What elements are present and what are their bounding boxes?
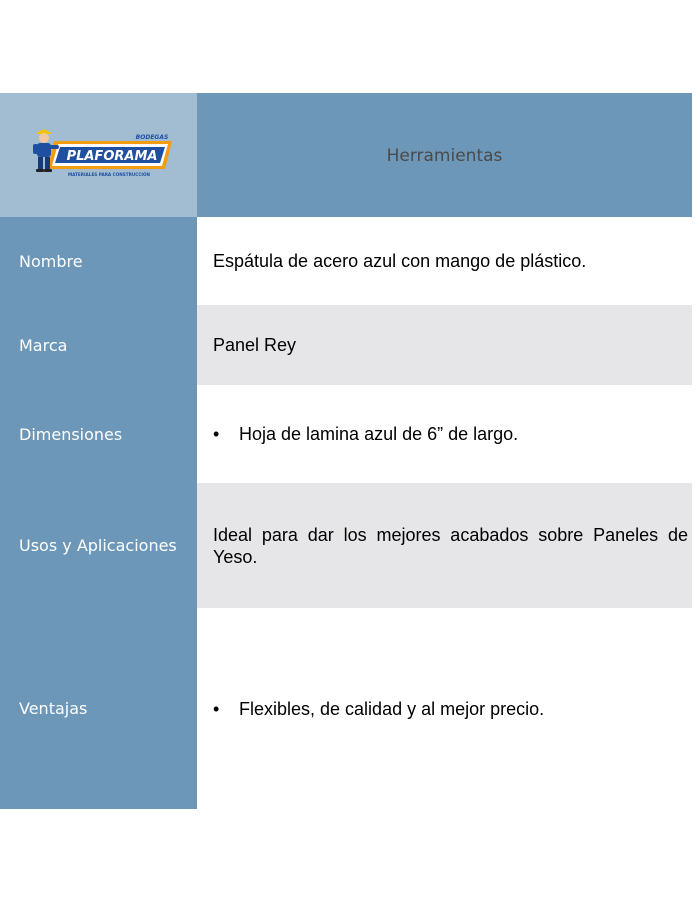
table-row-marca (0, 305, 692, 385)
row-value: Panel Rey (197, 305, 692, 385)
header-title-cell (197, 93, 692, 217)
table-row-ventajas (0, 608, 692, 809)
row-value: Espátula de acero azul con mango de plástico. (197, 217, 692, 305)
bullet-icon: • (213, 698, 220, 719)
list-item-text: Flexibles, de calidad y al mejor precio. (239, 698, 545, 719)
list-item (213, 423, 518, 445)
list-item (213, 698, 544, 720)
row-value (197, 385, 692, 483)
row-label: Marca (0, 305, 197, 385)
logo-top-text: BODEGAS (135, 134, 168, 141)
row-value: Ideal para dar los mejores acabados sobre Paneles de Yeso. (197, 483, 692, 608)
header-row (0, 93, 692, 217)
row-label: Ventajas (0, 608, 197, 809)
table-row-nombre (0, 217, 692, 305)
row-label: Nombre (0, 217, 197, 305)
row-value (197, 608, 692, 809)
page-title: Herramientas (386, 146, 503, 166)
bullet-icon: • (213, 424, 220, 444)
table-row-usos (0, 483, 692, 608)
logo-cell (0, 93, 197, 217)
plaforama-logo (24, 124, 174, 186)
table-row-dimensiones (0, 385, 692, 483)
list-item-text: Hoja de lamina azul de 6” de largo. (239, 424, 519, 444)
row-label: Usos y Aplicaciones (0, 483, 197, 608)
row-label: Dimensiones (0, 385, 197, 483)
product-sheet (0, 93, 692, 809)
logo-brand: PLAFORAMA (66, 149, 157, 164)
logo-tagline: MATERIALES PARA CONSTRUCCIÓN (67, 172, 150, 177)
